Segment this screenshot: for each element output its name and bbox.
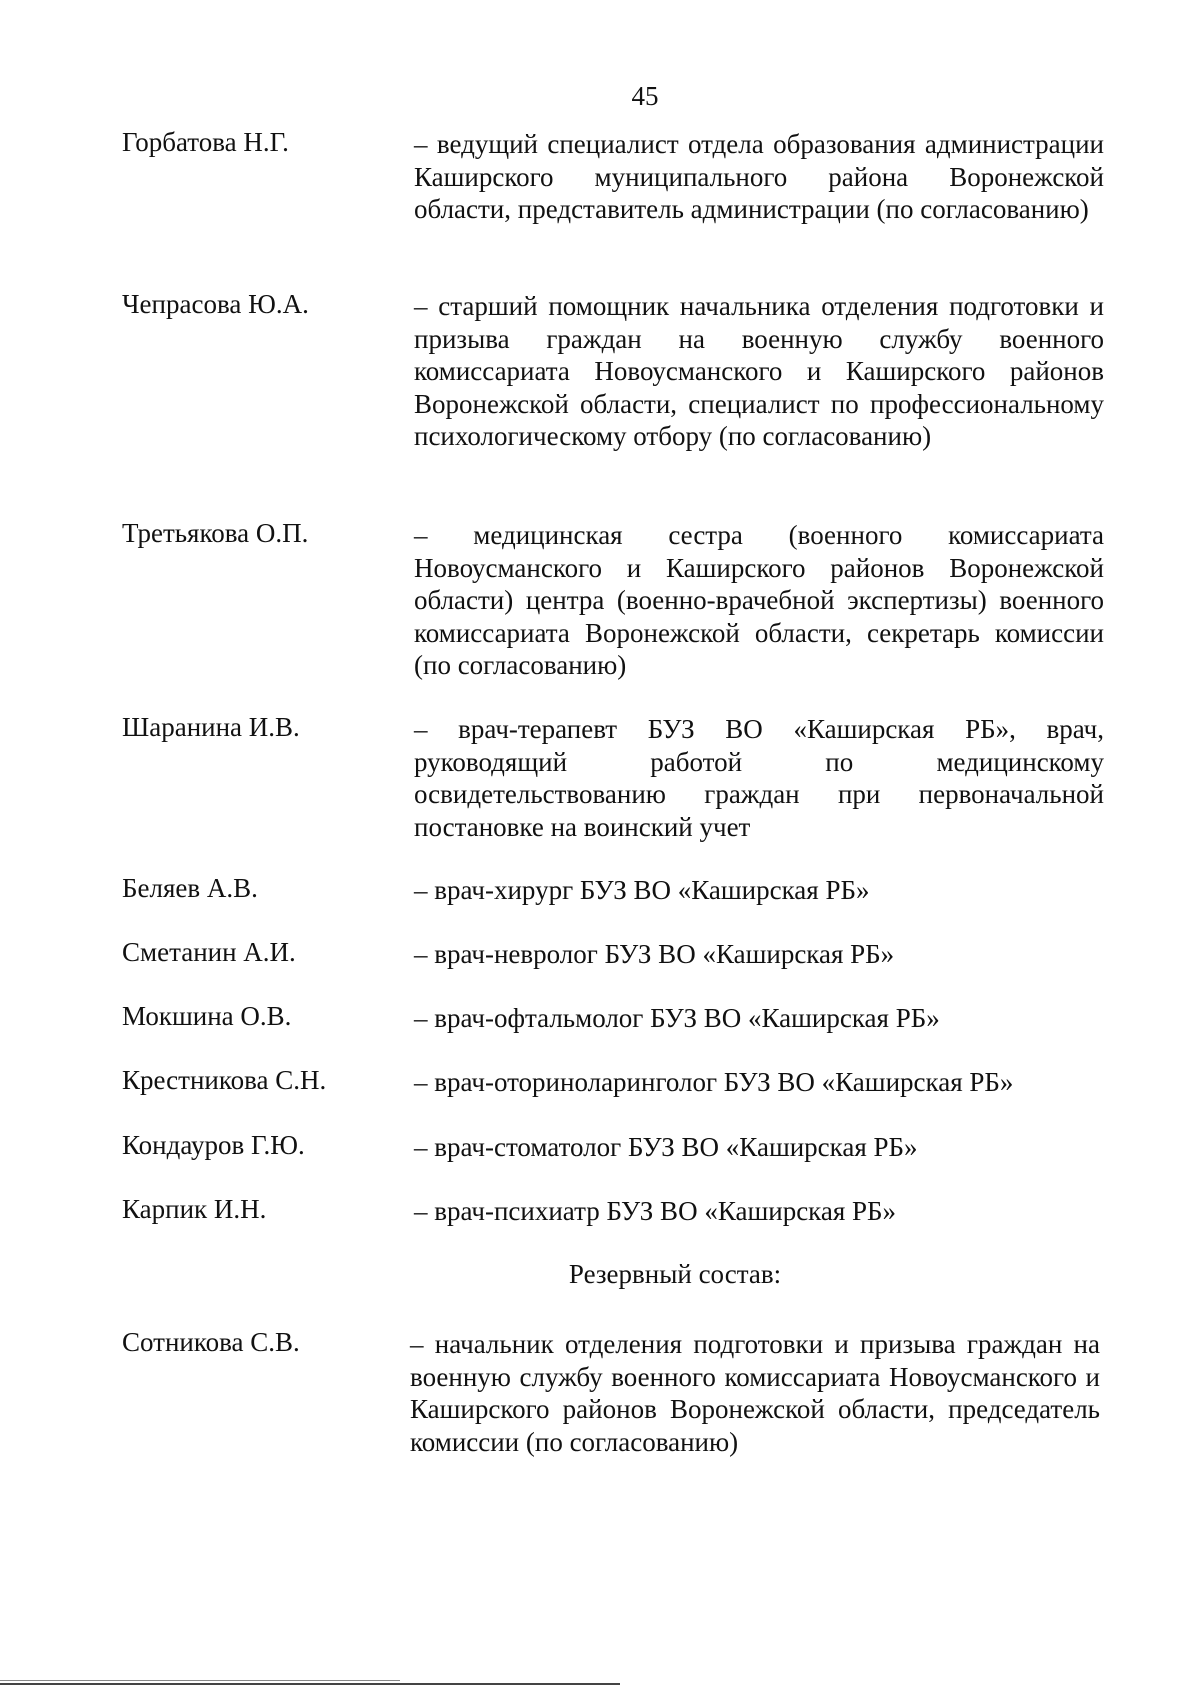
member-role: – врач-стоматолог БУЗ ВО «Каширская РБ» bbox=[414, 1132, 918, 1162]
member-role: – медицинская сестра (военного комиссариата Новоусманского и Каширского районов Воронежской области) центра (военно-врачебной экспертизы) военного комиссариата Воронежской области, секретарь комиссии (по согласованию) bbox=[414, 520, 1104, 680]
member-name: Сметанин А.И. bbox=[122, 937, 296, 967]
member-role: – начальник отделения подготовки и призыва граждан на военную службу военного комиссариата Новоусманского и Каширского районов Воронежской области, председатель комиссии (по согласованию) bbox=[410, 1329, 1100, 1457]
member-name: Крестникова С.Н. bbox=[122, 1065, 327, 1095]
member-role: – врач-оториноларинголог БУЗ ВО «Каширская РБ» bbox=[414, 1067, 1014, 1097]
member-name: Мокшина О.В. bbox=[122, 1001, 292, 1031]
member-role: – врач-хирург БУЗ ВО «Каширская РБ» bbox=[414, 875, 870, 905]
member-name: Третьякова О.П. bbox=[122, 518, 309, 548]
member-name: Беляев А.В. bbox=[122, 873, 258, 903]
scan-edge-line bbox=[0, 1680, 400, 1681]
member-role: – врач-офтальмолог БУЗ ВО «Каширская РБ» bbox=[414, 1003, 940, 1033]
member-name: Кондауров Г.Ю. bbox=[122, 1130, 305, 1160]
member-name: Карпик И.Н. bbox=[122, 1194, 267, 1224]
member-name: Чепрасова Ю.А. bbox=[122, 289, 309, 319]
member-role: – врач-невролог БУЗ ВО «Каширская РБ» bbox=[414, 939, 895, 969]
page-number: 45 bbox=[631, 81, 659, 111]
member-role: – врач-психиатр БУЗ ВО «Каширская РБ» bbox=[414, 1196, 897, 1226]
reserve-heading: Резервный состав: bbox=[568, 1259, 782, 1289]
member-role: – ведущий специалист отдела образования администрации Каширского муниципального района Воронежской области, представитель администрации (по согласованию) bbox=[414, 129, 1104, 224]
member-name: Сотникова С.В. bbox=[122, 1327, 300, 1357]
member-name: Шаранина И.В. bbox=[122, 712, 300, 742]
member-role: – врач-терапевт БУЗ ВО «Каширская РБ», врач, руководящий работой по медицинскому освидетельствованию граждан при первоначальной постановке на воинский учет bbox=[414, 714, 1104, 842]
scan-edge-line bbox=[0, 1683, 620, 1685]
member-role: – старший помощник начальника отделения подготовки и призыва граждан на военную службу военного комиссариата Новоусманского и Каширского районов Воронежской области, специалист по профессиональному психологическому отбору (по согласованию) bbox=[414, 291, 1104, 451]
member-name: Горбатова Н.Г. bbox=[122, 127, 289, 157]
